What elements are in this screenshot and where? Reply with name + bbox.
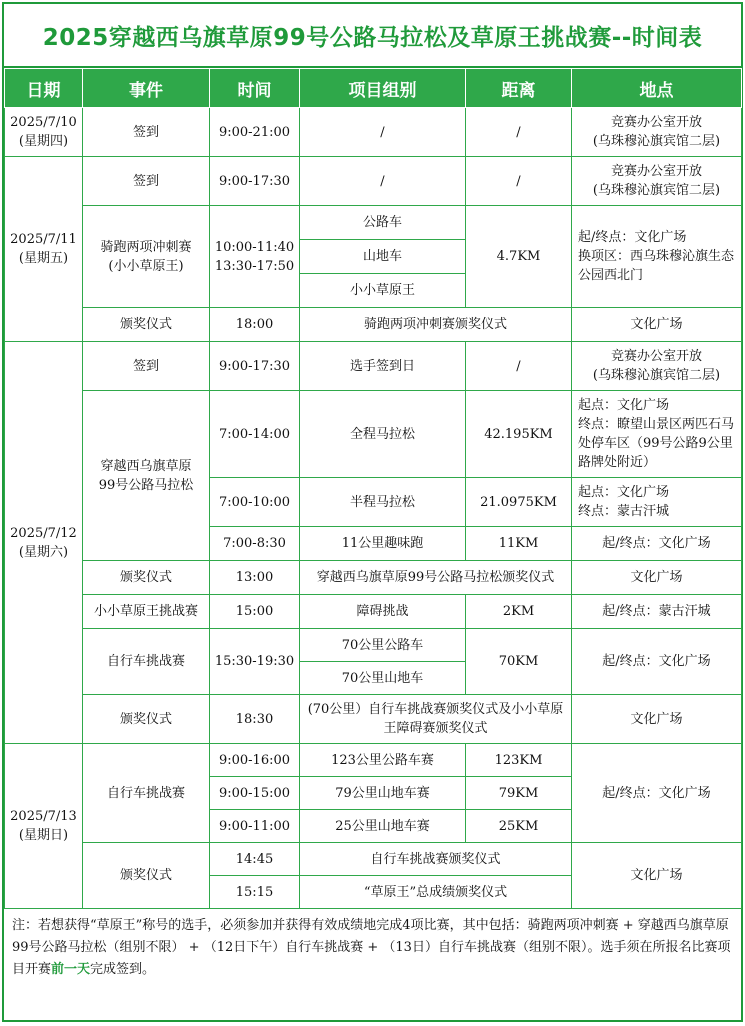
location-cell: 起/终点：文化广场 <box>572 629 742 695</box>
table-row <box>5 629 742 662</box>
time-cell: 10:00-11:40 13:30-17:50 <box>210 206 300 308</box>
distance-cell: 25KM <box>466 810 572 843</box>
distance-cell: 4.7KM <box>466 206 572 308</box>
footnote-highlight: 前一天 <box>51 962 91 977</box>
time-cell: 13:00 <box>210 561 300 595</box>
group-cell: 骑跑两项冲刺赛颁奖仪式 <box>300 308 572 342</box>
table-row <box>5 744 742 777</box>
group-cell: 半程马拉松 <box>300 478 466 527</box>
time-cell: 14:45 <box>210 843 300 876</box>
location-cell: 竞赛办公室开放 (乌珠穆沁旗宾馆二层) <box>572 342 742 391</box>
group-cell: / <box>300 157 466 206</box>
footnote-text: 注：若想获得“草原王”称号的选手，必须参加并获得有效成绩地完成4项比赛，其中包括：骑跑两项冲刺赛 + 穿越西乌旗草原99号公路马拉松（组别不限） + （12日下午）自行车挑战赛 + （13日）自行车挑战赛（组别不限）。选手须在所报名比赛项目开赛 <box>12 918 731 977</box>
location-cell: 起点：文化广场 终点：瞭望山景区两匹石马处停车区（99号公路9公里路牌处附近） <box>572 391 742 478</box>
group-cell: 山地车 <box>300 240 466 274</box>
group-cell: 选手签到日 <box>300 342 466 391</box>
group-cell: / <box>300 108 466 157</box>
event-cell: 小小草原王挑战赛 <box>83 595 210 629</box>
group-cell: 123公里公路车赛 <box>300 744 466 777</box>
time-cell: 15:30-19:30 <box>210 629 300 695</box>
group-cell: 70公里山地车 <box>300 662 466 695</box>
time-cell: 9:00-15:00 <box>210 777 300 810</box>
table-row <box>5 843 742 876</box>
group-cell: 11公里趣味跑 <box>300 527 466 561</box>
header-row <box>5 69 742 108</box>
location-cell: 起/终点：蒙古汗城 <box>572 595 742 629</box>
schedule-table <box>4 68 742 909</box>
distance-cell: 42.195KM <box>466 391 572 478</box>
time-cell: 9:00-17:30 <box>210 342 300 391</box>
group-cell: 25公里山地车赛 <box>300 810 466 843</box>
distance-cell: 11KM <box>466 527 572 561</box>
time-cell: 9:00-17:30 <box>210 157 300 206</box>
event-cell: 签到 <box>83 108 210 157</box>
table-row <box>5 342 742 391</box>
group-cell: 障碍挑战 <box>300 595 466 629</box>
group-cell: (70公里）自行车挑战赛颁奖仪式及小小草原王障碍赛颁奖仪式 <box>300 695 572 744</box>
header-time: 时间 <box>210 69 300 108</box>
distance-cell: 21.0975KM <box>466 478 572 527</box>
header-date: 日期 <box>5 69 83 108</box>
event-cell: 签到 <box>83 342 210 391</box>
location-cell: 文化广场 <box>572 308 742 342</box>
time-cell: 18:30 <box>210 695 300 744</box>
schedule-page <box>2 2 743 1022</box>
table-row <box>5 108 742 157</box>
time-cell: 15:00 <box>210 595 300 629</box>
date-cell: 2025/7/10 (星期四) <box>5 108 83 157</box>
time-cell: 9:00-21:00 <box>210 108 300 157</box>
location-cell: 竞赛办公室开放 (乌珠穆沁旗宾馆二层) <box>572 108 742 157</box>
location-cell: 文化广场 <box>572 695 742 744</box>
distance-cell: 123KM <box>466 744 572 777</box>
date-cell: 2025/7/13 (星期日) <box>5 744 83 909</box>
group-cell: 公路车 <box>300 206 466 240</box>
distance-cell: 2KM <box>466 595 572 629</box>
distance-cell: 70KM <box>466 629 572 695</box>
table-row <box>5 391 742 478</box>
location-cell: 竞赛办公室开放 (乌珠穆沁旗宾馆二层) <box>572 157 742 206</box>
time-cell: 7:00-14:00 <box>210 391 300 478</box>
event-cell: 自行车挑战赛 <box>83 629 210 695</box>
event-cell: 颁奖仪式 <box>83 843 210 909</box>
time-cell: 7:00-8:30 <box>210 527 300 561</box>
group-cell: 70公里公路车 <box>300 629 466 662</box>
group-cell: 全程马拉松 <box>300 391 466 478</box>
event-cell: 签到 <box>83 157 210 206</box>
header-location: 地点 <box>572 69 742 108</box>
table-row <box>5 157 742 206</box>
header-event: 事件 <box>83 69 210 108</box>
event-cell: 骑跑两项冲刺赛 (小小草原王) <box>83 206 210 308</box>
header-distance: 距离 <box>466 69 572 108</box>
event-cell: 穿越西乌旗草原 99号公路马拉松 <box>83 391 210 561</box>
location-cell: 文化广场 <box>572 843 742 909</box>
time-cell: 15:15 <box>210 876 300 909</box>
time-cell: 7:00-10:00 <box>210 478 300 527</box>
time-cell: 9:00-16:00 <box>210 744 300 777</box>
event-cell: 颁奖仪式 <box>83 561 210 595</box>
event-cell: 自行车挑战赛 <box>83 744 210 843</box>
group-cell: “草原王”总成绩颁奖仪式 <box>300 876 572 909</box>
event-cell: 颁奖仪式 <box>83 308 210 342</box>
group-cell: 79公里山地车赛 <box>300 777 466 810</box>
time-cell: 18:00 <box>210 308 300 342</box>
footnote-tail: 完成签到。 <box>90 962 156 977</box>
distance-cell: 79KM <box>466 777 572 810</box>
table-row <box>5 695 742 744</box>
header-group: 项目组别 <box>300 69 466 108</box>
table-row <box>5 206 742 240</box>
table-row <box>5 561 742 595</box>
location-cell: 起/终点：文化广场 换项区：西乌珠穆沁旗生态公园西北门 <box>572 206 742 308</box>
distance-cell: / <box>466 108 572 157</box>
location-cell: 起/终点：文化广场 <box>572 744 742 843</box>
group-cell: 自行车挑战赛颁奖仪式 <box>300 843 572 876</box>
group-cell: 穿越西乌旗草原99号公路马拉松颁奖仪式 <box>300 561 572 595</box>
distance-cell: / <box>466 342 572 391</box>
date-cell: 2025/7/11 (星期五) <box>5 157 83 342</box>
location-cell: 起点：文化广场 终点：蒙古汗城 <box>572 478 742 527</box>
table-row <box>5 595 742 629</box>
distance-cell: / <box>466 157 572 206</box>
event-cell: 颁奖仪式 <box>83 695 210 744</box>
time-cell: 9:00-11:00 <box>210 810 300 843</box>
group-cell: 小小草原王 <box>300 274 466 308</box>
date-cell: 2025/7/12 (星期六) <box>5 342 83 744</box>
location-cell: 文化广场 <box>572 561 742 595</box>
footnote <box>4 909 741 981</box>
page-title: 2025穿越西乌旗草原99号公路马拉松及草原王挑战赛--时间表 <box>4 4 741 68</box>
location-cell: 起/终点：文化广场 <box>572 527 742 561</box>
table-row <box>5 308 742 342</box>
